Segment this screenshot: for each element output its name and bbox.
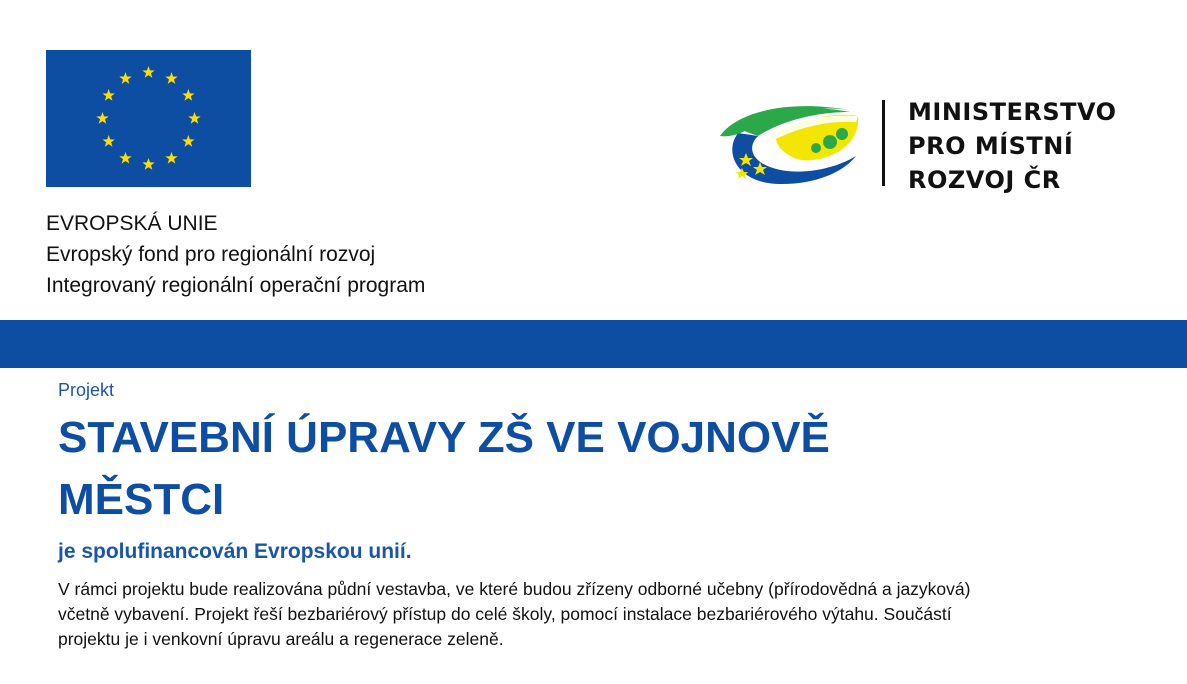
eu-flag-logo xyxy=(46,50,251,187)
ministry-name xyxy=(908,95,1117,197)
blue-band-divider xyxy=(0,320,1187,368)
description-line2: včetně vybavení. Projekt řeší bezbariérový přístup do celé školy, pomocí instalace bezbariérového výtahu. Součástí xyxy=(58,604,952,624)
cofinanced-statement: je spolufinancován Evropskou unií. xyxy=(58,540,412,563)
eu-funding-text xyxy=(46,208,425,301)
description-line3: projektu je i venkovní úpravu areálu a regenerace zeleně. xyxy=(58,629,504,649)
project-label: Projekt xyxy=(58,380,115,400)
project-title-line1: STAVEBNÍ ÚPRAVY ZŠ VE VOJNOVĚ xyxy=(58,413,830,462)
project-description xyxy=(58,577,1138,652)
eu-program-label: Integrovaný regionální operační program xyxy=(46,274,426,297)
ministry-name-line1: MINISTERSTVO xyxy=(908,98,1117,126)
project-title xyxy=(58,407,1058,531)
description-line1: V rámci projektu bude realizována půdní vestavba, ve které budou zřízeny odborné učebny (přírodovědná a jazyková) xyxy=(58,579,971,599)
ministry-name-line3: ROZVOJ ČR xyxy=(908,166,1061,194)
ministry-name-line2: PRO MÍSTNÍ xyxy=(908,132,1074,160)
eu-fund-label: Evropský fond pro regionální rozvoj xyxy=(46,243,376,266)
project-title-line2: MĚSTCI xyxy=(58,475,225,524)
ministry-divider xyxy=(882,100,885,186)
eu-union-label: EVROPSKÁ UNIE xyxy=(46,212,218,235)
ministry-logo-icon xyxy=(718,98,863,186)
